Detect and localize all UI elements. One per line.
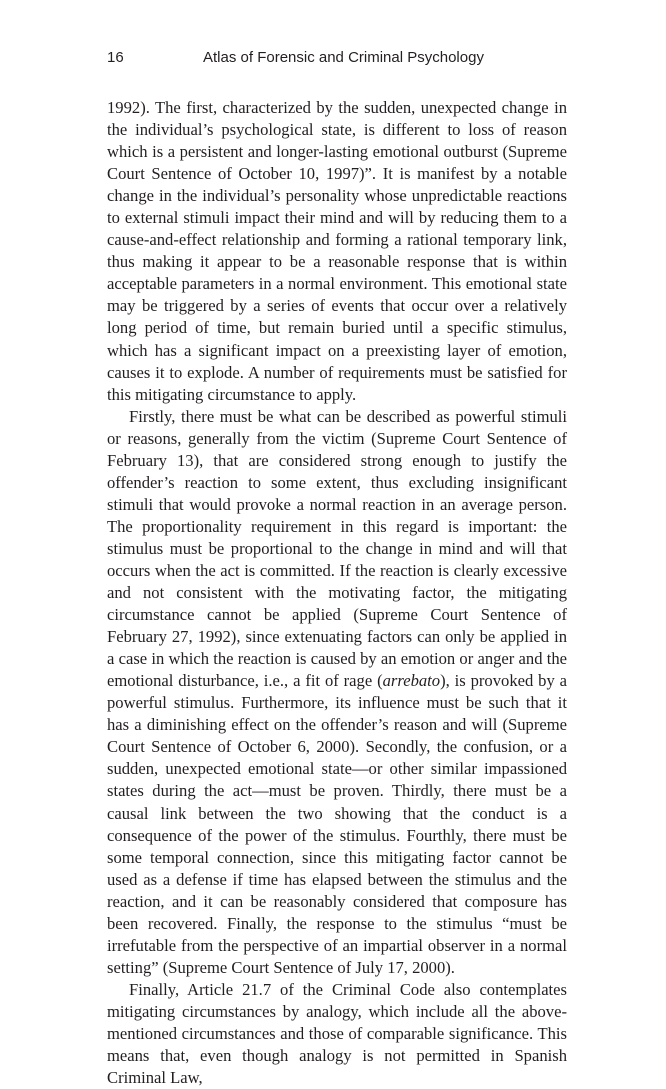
- paragraph-3: Finally, Article 21.7 of the Criminal Code also contemplates mitigating circumstances by analogy, which include all the above-mentioned circumstances and those of comparable significance. This means that, even though analogy is not permitted in Spanish Criminal Law,: [107, 979, 567, 1088]
- book-title: Atlas of Forensic and Criminal Psychology: [203, 49, 484, 66]
- paragraph-2: [107, 406, 567, 979]
- body-text: [107, 97, 567, 1089]
- paragraph-1: 1992). The first, characterized by the sudden, unexpected change in the individual’s psychological state, is different to loss of reason which is a persistent and longer-lasting emotional outburst (Supreme Court Sentence of October 10, 1997)”. It is manifest by a notable change in the individual’s personality whose unpredictable reactions to external stimuli impact their mind and will by reducing them to a cause-and-effect relationship and forming a rational temporary link, thus making it appear to be a reasonable response that is within acceptable parameters in a normal environment. This emotional state may be triggered by a series of events that occur over a relatively long period of time, but remain buried until a specific stimulus, which has a significant impact on a preexisting layer of emotion, causes it to explode. A number of requirements must be satisfied for this mitigating circumstance to apply.: [107, 98, 567, 404]
- paragraph-2-part-2: ), is provoked by a powerful stimulus. Furthermore, its influence must be such that it has a diminishing effect on the offender’s reason and will (Supreme Court Sentence of October 6, 2000). Secondly, the confusion, or a sudden, unexpected emotional state—or other similar impassioned states during the act—must be proven. Thirdly, there must be a causal link between the two showing that the conduct is a consequence of the power of the stimulus. Fourthly, there must be some temporal connection, since this mitigating factor cannot be used as a defense if time has elapsed between the stimulus and the reaction, and it can be reasonably considered that composure has been recovered. Finally, the response to the stimulus “must be irrefutable from the perspective of an impartial observer in a normal setting” (Supreme Court Sentence of July 17, 2000).: [107, 671, 568, 977]
- paragraph-2-part-1: Firstly, there must be what can be described as powerful stimuli or reasons, generally from the victim (Supreme Court Sentence of February 13), that are considered strong enough to justify the offender’s reaction to some extent, thus excluding insignificant stimuli that would provoke a normal reaction in an average person. The proportionality requirement in this regard is important: the stimulus must be proportional to the change in mind and will that occurs when the act is committed. If the reaction is clearly excessive and not consistent with the motivating factor, the mitigating circumstance cannot be applied (Supreme Court Sentence of February 27, 1992), since extenuating factors can only be applied in a case in which the reaction is caused by an emotion or anger and the emotional disturbance, i.e., a fit of rage (: [107, 406, 567, 691]
- page-number: 16: [107, 49, 124, 66]
- italic-term-arrebato: arrebato: [382, 671, 441, 691]
- running-head: [107, 49, 567, 71]
